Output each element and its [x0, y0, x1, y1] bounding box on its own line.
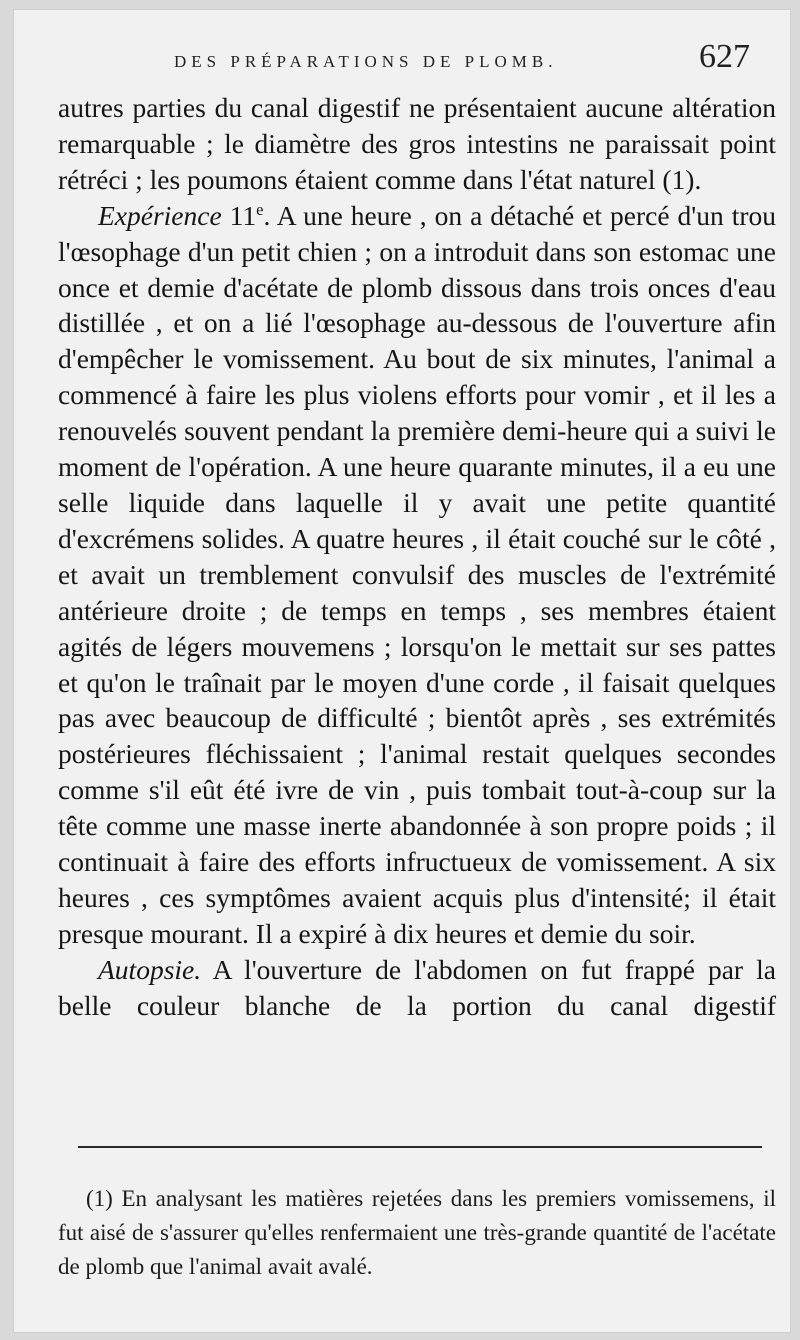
experience-number: 11 [229, 199, 257, 231]
footnote [58, 1182, 776, 1284]
autopsy-text: A l'ouverture de l'abdomen on fut frappé par la belle couleur blanche de la portion du canal digestif [58, 953, 776, 1021]
book-page [14, 10, 790, 1332]
experience-ordinal: e [256, 199, 264, 219]
autopsy-label: Autopsie. [98, 953, 202, 985]
paragraph-continuation: autres parties du canal digestif ne présentaient aucune altération remarquable ; le diamètre des gros intestins ne paraissait point rétréci ; les poumons étaient comme dans l'état naturel (1). [58, 92, 776, 195]
page-number: 627 [699, 38, 750, 75]
footnote-rule [78, 1146, 762, 1148]
footnote-text: (1) En analysant les matières rejetées dans les premiers vomissemens, il fut aisé de s'assurer qu'elles renfermaient une très-grande quantité de l'acétate de plomb que l'animal avait avalé. [58, 1186, 776, 1279]
running-head [58, 38, 764, 88]
paragraph-experience [58, 198, 776, 952]
paragraph-autopsy [58, 952, 776, 1024]
body-text [58, 90, 776, 1024]
experience-text: . A une heure , on a détaché et percé d'un trou l'œsophage d'un petit chien ; on a introduit dans son estomac une once et demie d'acétate de plomb dissous dans trois onces d'eau distillée , et on a lié l'œsophage au-dessous de l'ouverture afin d'empêcher le vomissement. Au bout de six minutes, l'animal a commencé à faire les plus violens efforts pour vomir , et il les a renouvelés souvent pendant la première demi-heure qui a suivi le moment de l'opération. A une heure quarante minutes, il a eu une selle liquide dans laquelle il y avait une petite quantité d'excrémens solides. A quatre heures , il était couché sur le côté , et avait un tremblement convulsif des muscles de l'extrémité antérieure droite ; de temps en temps , ses membres étaient agités de légers mouvemens ; lorsqu'on le mettait sur ses pattes et qu'on le traînait par le moyen d'une corde , il faisait quelques pas avec beaucoup de difficulté ; bientôt après , ses extrémités postérieures fléchissaient ; l'animal restait quelques secondes comme s'il eût été ivre de vin , puis tombait tout-à-coup sur la tête comme une masse inerte abandonnée à son propre poids ; il continuait à faire des efforts infructueux de vomissement. A six heures , ces symptômes avaient acquis plus d'intensité; il était presque mourant. Il a expiré à dix heures et demie du soir. [58, 199, 776, 949]
experience-label: Expérience [98, 199, 222, 231]
running-title: DES PRÉPARATIONS DE PLOMB. [174, 52, 558, 71]
